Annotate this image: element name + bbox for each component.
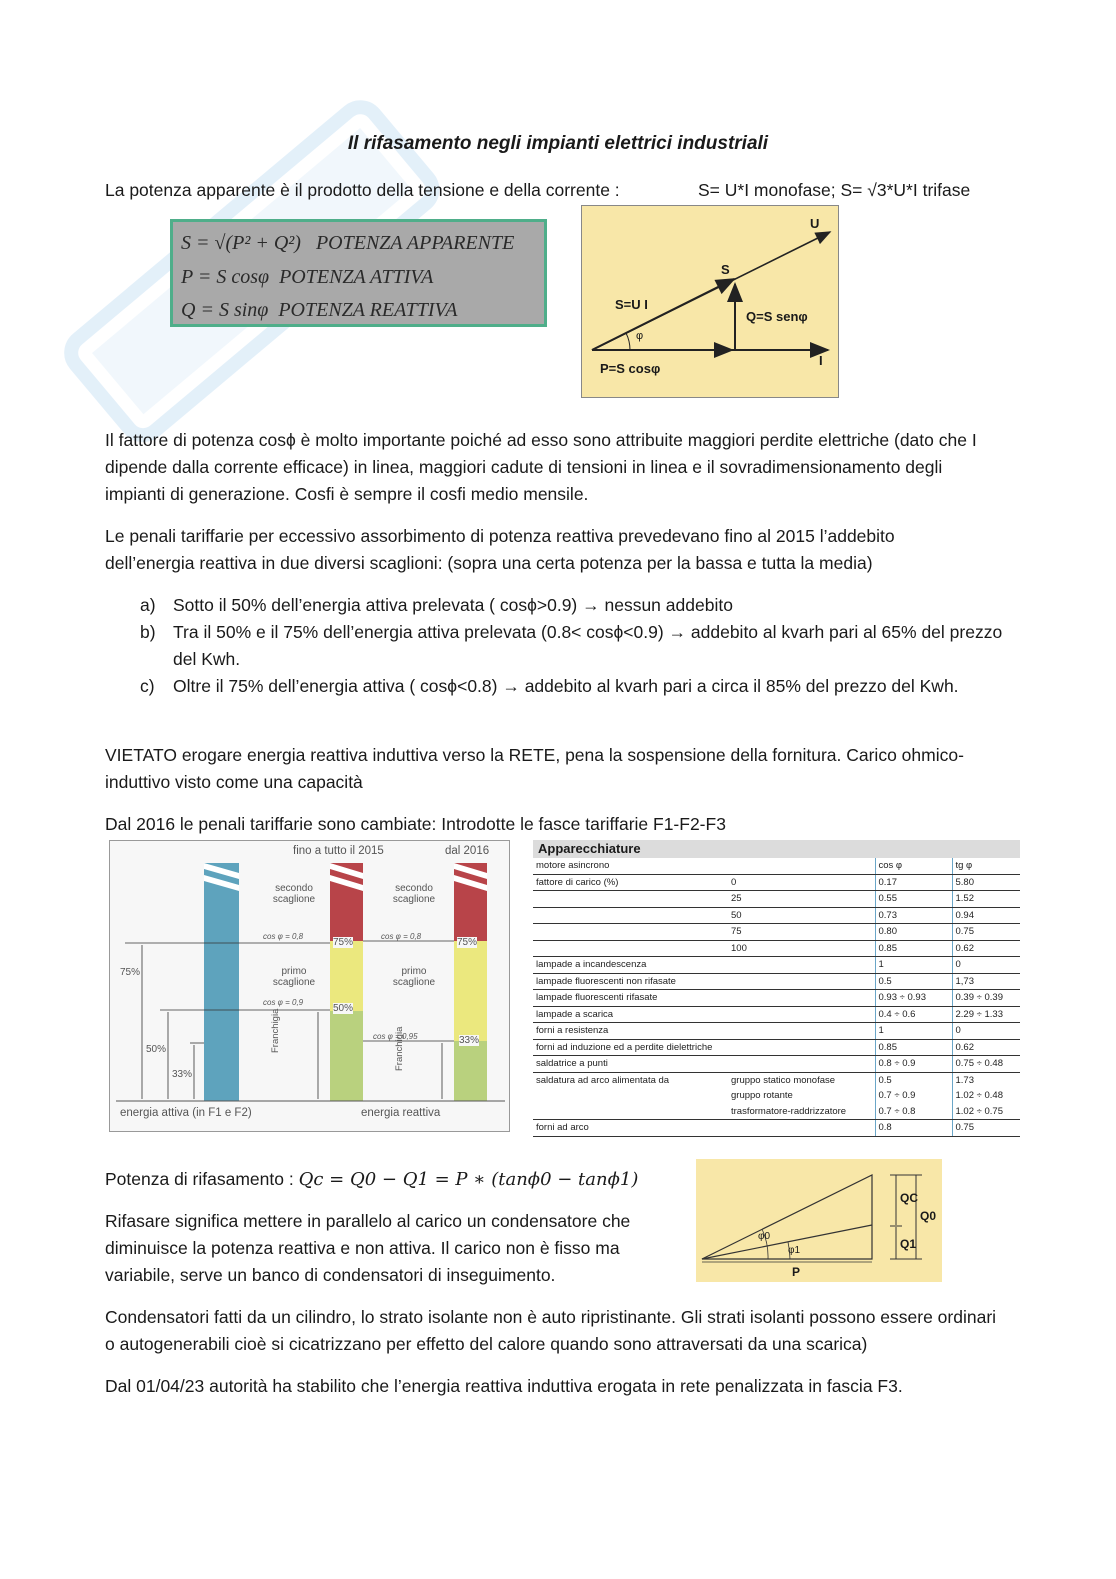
label-u: U [810,216,820,231]
cell: 0.80 [875,924,952,941]
list-label: c) [140,676,155,696]
cell: lampade a scarica [533,1006,875,1023]
cell: 0.39 ÷ 0.39 [952,990,1020,1007]
cell: 0.7 ÷ 0.9 [875,1088,952,1104]
cell: 0.7 ÷ 0.8 [875,1104,952,1120]
cell [533,907,728,924]
cell: 1.52 [952,891,1020,908]
list-label: a) [140,595,156,615]
cell: 0.73 [875,907,952,924]
list-item [140,673,1020,727]
cell: 0.75 ÷ 0.48 [952,1056,1020,1073]
appliance-data-table [533,858,1020,1137]
table-row [533,1088,1020,1104]
cell: 0.85 [875,1039,952,1056]
formula-apparent-label: POTENZA APPARENTE [315,232,515,254]
label-33-right: 33% [459,1035,480,1046]
formula-reactive: Q = S sinφ [181,299,269,321]
formula-active: P = S cosφ [181,266,270,288]
label-q1: Q1 [900,1237,917,1251]
formula-active-label: POTENZA ATTIVA [279,266,434,288]
cell: 0.93 ÷ 0.93 [875,990,952,1007]
cell: 0 [952,957,1020,974]
label-secondo-right: secondo scaglione [392,883,436,905]
rifasamento-formula: Qc = Q0 − Q1 = P ∗ (tanϕ0 − tanϕ1) [298,1169,639,1190]
cell: trasformatore-raddrizzatore [728,1104,875,1120]
paragraph-rifasare: Rifasare significa mettere in parallelo al carico un condensatore che diminuisce la potenza reattiva e non attiva. Il carico non è fisso ma variabile, serve un banco di condensatori di inseguimento. [105,1211,631,1285]
label-75-left: 75% [333,937,354,948]
cell: 0.8 [875,1120,952,1137]
table-row [533,1104,1020,1120]
list-item [140,619,1020,673]
label-cos095: cos φ = 0,95 [373,1032,418,1041]
table-row [533,907,1020,924]
table-title: Apparecchiature [533,840,1020,858]
cell: 0.62 [952,1039,1020,1056]
label-primo-right: primo scaglione [392,966,436,988]
table-row [533,940,1020,957]
cell: gruppo statico monofase [731,1074,836,1086]
cell: 5.80 [952,874,1020,891]
list-text: Sotto il 50% dell’energia attiva prelevata ( cosϕ>0.9) → nessun addebito [173,595,733,615]
cell [533,924,728,941]
table-row [533,1006,1020,1023]
formula-apparent: S = √(P² + Q²) [181,232,301,254]
label-50-axis: 50% [146,1044,167,1055]
label-phi: φ [636,330,644,342]
cell: 0.62 [952,940,1020,957]
label-i: I [819,353,823,368]
cell [533,1104,728,1120]
cell: forni ad arco [533,1120,875,1137]
cell [533,1088,728,1104]
cell: lampade a incandescenza [533,957,875,974]
rifasamento-triangle [696,1159,942,1282]
cell: 0 [952,1023,1020,1040]
list-item [140,592,1020,619]
header-cell: cos φ [875,858,952,874]
label-secondo-left: secondo scaglione [272,883,316,905]
label-s: S [721,262,730,277]
table-header-row [533,858,1020,874]
cell: 0.75 [952,924,1020,941]
label-50-left: 50% [333,1003,354,1014]
cell: 75 [728,924,875,941]
header-cell: motore asincrono [533,858,728,874]
page-title: Il rifasamento negli impianti elettrici industriali [347,133,769,154]
cell: 0.55 [875,891,952,908]
paragraph-penalties: Le penali tariffarie per eccessivo assorbimento di potenza reattiva prevedevano fino al 2015 l’addebito dell’energia reattiva in due diversi scaglioni: (sopra una certa potenza per la bassa e tutta la media) [105,526,895,573]
table-row [533,891,1020,908]
table-row [533,874,1020,891]
cell: 0 [728,874,875,891]
label-s-eq: S=U I [615,297,648,312]
label-q-eq: Q=S senφ [746,309,808,324]
cell [533,891,728,908]
label-33-axis: 33% [172,1069,193,1080]
list-label: b) [140,622,156,642]
cell: forni ad induzione ed a perdite dielettriche [533,1039,875,1056]
cell: 1.02 ÷ 0.75 [952,1104,1020,1120]
table-row [533,1023,1020,1040]
cell: lampade fluorescenti rifasate [533,990,875,1007]
formula-reactive-label: POTENZA REATTIVA [278,299,458,321]
table-row [533,990,1020,1007]
x-label-active: energia attiva (in F1 e F2) [120,1107,252,1119]
label-cos08-left: cos φ = 0,8 [263,932,304,941]
label-franchigia-left: Franchigia [270,1008,281,1053]
list-text: Tra il 50% e il 75% dell’energia attiva prelevata (0.8< cosϕ<0.9) → addebito al kvarh pari al 65% del prezzo del Kwh. [173,622,1003,669]
label-75-axis: 75% [120,967,141,978]
label-phi1: φ1 [788,1245,801,1256]
cell: 0.94 [952,907,1020,924]
paragraph-prohibited: VIETATO erogare energia reattiva induttiva verso la RETE, pena la sospensione della fornitura. Carico ohmico-induttivo visto come una capacità [105,745,964,792]
header-cell [728,858,875,874]
appliance-table [533,840,1020,1137]
cell: 1.02 ÷ 0.48 [952,1088,1020,1104]
table-row [533,973,1020,990]
paragraph-2016: Dal 2016 le penali tariffarie sono cambiate: Introdotte le fasce tariffarie F1-F2-F3 [105,814,726,834]
cell: 100 [728,940,875,957]
cell: saldatura ad arco alimentata da [536,1074,670,1086]
cell: saldatrice a punti [533,1056,875,1073]
cell: 1 [875,957,952,974]
cell: 25 [728,891,875,908]
cell: 0.5 [875,1072,952,1088]
cell: 0.5 [875,973,952,990]
tariff-chart [109,840,510,1132]
label-cos09: cos φ = 0,9 [263,998,304,1007]
label-75-right: 75% [457,937,478,948]
label-phi0: φ0 [758,1231,771,1242]
label-p-eq: P=S cosφ [600,361,661,376]
cell: 0.85 [875,940,952,957]
rifasamento-line [105,1166,638,1193]
cell [533,940,728,957]
table-row [533,1072,1020,1088]
label-q0: Q0 [920,1209,937,1223]
list-text: Oltre il 75% dell’energia attiva ( cosϕ<0.8) → addebito al kvarh pari a circa il 85% del prezzo del Kwh. [173,676,959,696]
cell: 1.73 [952,1072,1020,1088]
cell: forni a resistenza [533,1023,875,1040]
label-cos08-right: cos φ = 0,8 [381,932,422,941]
cell: 50 [728,907,875,924]
cell: 0.17 [875,874,952,891]
paragraph-power-factor: Il fattore di potenza cosϕ è molto importante poiché ad esso sono attribuite maggiori perdite elettriche (dato che I dipende dalla corrente efficace) in linea, maggiori cadute di tensioni in linea e il sovradimensionamento degli impianti di generazione. Cosfi è sempre il cosfi medio mensile. [105,430,977,504]
power-formulas-box [170,219,547,327]
cell: lampade fluorescenti non rifasate [533,973,875,990]
x-label-reactive: energia reattiva [361,1107,441,1119]
intro-text: La potenza apparente è il prodotto della tensione e della corrente : [105,180,620,200]
label-qc: QC [900,1191,918,1205]
intro-formula: S= U*I monofase; S= √3*U*I trifase [698,180,971,200]
cell: 1,73 [952,973,1020,990]
cell: gruppo rotante [731,1090,793,1101]
label-primo-left: primo scaglione [272,966,316,988]
paragraph-condensatori: Condensatori fatti da un cilindro, lo strato isolante non è auto ripristinante. Gli strati isolanti possono essere ordinari o autogenerabili cioè si cicatrizzano per effetto del calore quando sono attraversati da una scarica) [105,1307,997,1354]
cell: 0.8 ÷ 0.9 [875,1056,952,1073]
rifasamento-label: Potenza di rifasamento : [105,1169,294,1189]
table-row [533,1039,1020,1056]
cell: 1 [875,1023,952,1040]
apparent-power-vector [592,279,734,350]
power-vector-diagram [581,205,839,398]
cell: fattore di carico (%) [533,874,728,891]
table-row [533,924,1020,941]
header-cell: tg φ [952,858,1020,874]
label-franchigia-right: Franchigia [394,1026,405,1071]
cell: 0.4 ÷ 0.6 [875,1006,952,1023]
paragraph-2023: Dal 01/04/23 autorità ha stabilito che l’energia reattiva induttiva erogata in rete penalizzata in fascia F3. [105,1376,903,1396]
label-p: P [792,1265,801,1279]
cell: 2.29 ÷ 1.33 [952,1006,1020,1023]
table-row [533,1120,1020,1137]
table-row [533,1056,1020,1073]
cell: 0.75 [952,1120,1020,1137]
header-right: dal 2016 [445,845,490,857]
table-row [533,957,1020,974]
header-left: fino a tutto il 2015 [293,845,384,857]
